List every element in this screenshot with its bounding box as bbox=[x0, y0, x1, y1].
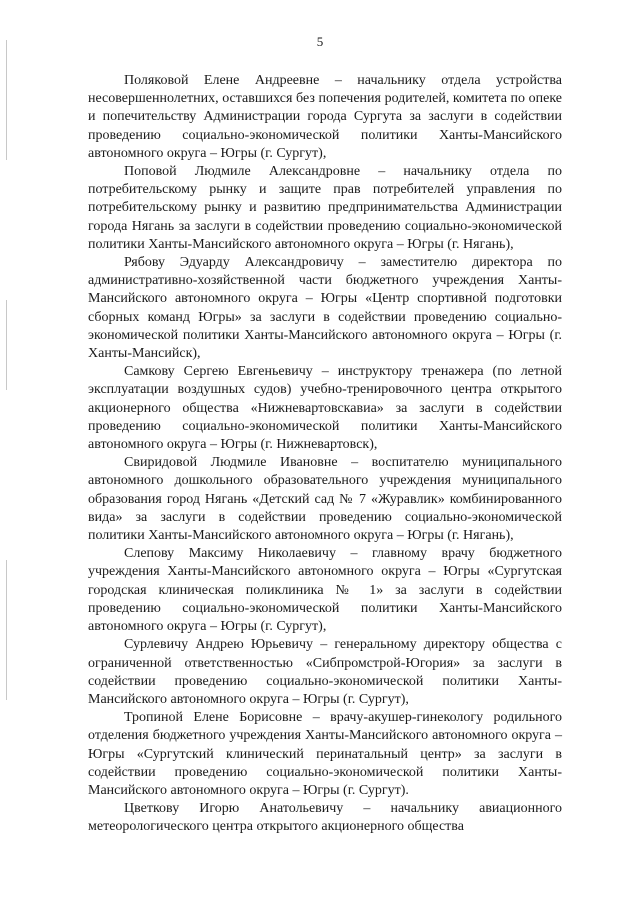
page-number: 5 bbox=[316, 34, 324, 49]
scan-edge-mark bbox=[6, 40, 7, 160]
paragraph-tropina: Тропиной Елене Борисовне – врачу-акушер-гинекологу родильного отделения бюджетного учреждения Ханты-Мансийского автономного округа – Югры «Сургутский клинический перинатальный центр» за заслуги в содействии проведению социально-экономической политики Ханты-Мансийского автономного округа – Югры (г. Сургут). bbox=[88, 710, 562, 798]
paragraph-surlevich: Сурлевичу Андрею Юрьевичу – генеральному директору общества с ограниченной ответственностью «Сибпромстрой-Югория» за заслуги в содействии проведению социально-экономической политики Ханты-Мансийского автономного округа – Югры (г. Сургут), bbox=[88, 637, 562, 707]
scan-edge-mark bbox=[6, 560, 7, 700]
paragraph-tsvetkov: Цветкову Игорю Анатольевичу – начальнику авиационного метеорологического центра открытого акционерного общества bbox=[88, 801, 562, 835]
paragraph-slepov: Слепову Максиму Николаевичу – главному врачу бюджетного учреждения Ханты-Мансийского автономного округа – Югры «Сургутская городская клиническая поликлиника № 1» за заслуги в содействии проведению социально-экономической политики Ханты-Мансийского автономного округа – Югры (г. Сургут), bbox=[88, 546, 562, 635]
scan-edge-mark bbox=[6, 300, 7, 390]
document-body bbox=[88, 72, 562, 837]
paragraph-samkov: Самкову Сергею Евгеньевичу – инструктору тренажера (по летной эксплуатации воздушных судов) учебно-тренировочного центра открытого акционерного общества «Нижневартовскавиа» за заслуги в содействии проведению социально-экономической политики Ханты-Мансийского автономного округа – Югры (г. Нижневартовск), bbox=[88, 364, 562, 453]
paragraph-ryabov: Рябову Эдуарду Александровичу – заместителю директора по административно-хозяйственной части бюджетного учреждения Ханты-Мансийского автономного округа – Югры «Центр спортивной подготовки сборных команд Югры» за заслуги в содействии проведению социально-экономической политики Ханты-Мансийского автономного округа – Югры (г. Ханты-Мансийск), bbox=[88, 255, 562, 362]
paragraph-sviridova: Свиридовой Людмиле Ивановне – воспитателю муниципального автономного дошкольного образовательного учреждения муниципального образования город Нягань «Детский сад № 7 «Журавлик» комбинированного вида» за заслуги в содействии проведению социально-экономической политики Ханты-Мансийского автономного округа – Югры (г. Нягань), bbox=[88, 455, 562, 544]
paragraph-popova: Поповой Людмиле Александровне – начальнику отдела по потребительскому рынку и защите прав потребителей управления по потребительскому рынку и развитию предпринимательства Администрации города Нягань за заслуги в содействии проведению социально-экономической политики Ханты-Мансийского автономного округа – Югры (г. Нягань), bbox=[88, 164, 562, 252]
paragraph-polyakova: Поляковой Елене Андреевне – начальнику отдела устройства несовершеннолетних, оставшихся без попечения родителей, комитета по опеке и попечительству Администрации города Сургута за заслуги в содействии проведению социально-экономической политики Ханты-Мансийского автономного округа – Югры (г. Сургут), bbox=[88, 73, 562, 161]
